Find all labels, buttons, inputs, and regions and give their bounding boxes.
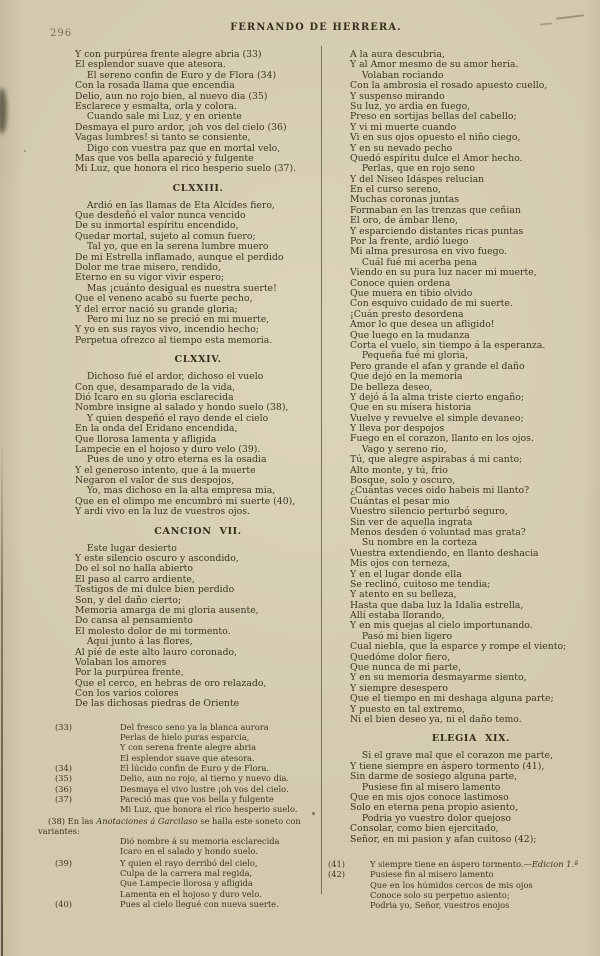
footnote: [55, 794, 321, 815]
italic-text: Edicion 1.ª: [531, 858, 579, 869]
footnote-number: (42): [328, 869, 346, 880]
poem-line: Desmaya el puro ardor, ¡oh vos del cielo (36): [75, 121, 287, 133]
poem-line: Sin ver de aquella ingrata: [350, 516, 473, 528]
poem-line: Vuestro silencio perturbó seguro,: [350, 506, 508, 518]
footnote-line: Del fresco seno ya la blanca aurora: [120, 721, 269, 732]
footnote-line: Podria yo, Señor, vuestros enojos: [370, 900, 510, 911]
column-divider-rule: [321, 46, 322, 894]
poem-line: De belleza deseo,: [350, 381, 433, 393]
footnote: [328, 859, 592, 869]
poem-line: Tú, que alegre aspirabas á mi canto;: [350, 454, 523, 466]
poem-line: Vi en sus ojos opuesto el niño ciego,: [350, 132, 521, 144]
footnote-text: [120, 899, 321, 909]
footnote-text: [120, 784, 321, 794]
poem-line: Señor, en mi pasion y afan cuitoso (42);: [350, 833, 537, 845]
poem-line: Pero grande el afan y grande el daño: [350, 360, 525, 372]
footnote-variant-lines: [120, 836, 321, 857]
footnote-number: (37): [55, 793, 73, 804]
footnote-line: Que en los húmidos cercos de mis ojos: [370, 879, 533, 890]
poem-line: Mas que vos bella apareció y fulgente: [75, 152, 254, 164]
poem-line: Tal yo, que en la serena lumbre muero: [75, 241, 269, 253]
footnote: [55, 722, 321, 763]
poem-line: Por la purpúrea frente,: [75, 667, 184, 679]
poem-line: Con esquivo cuidado de mi suerte.: [350, 298, 513, 310]
poem-line: Vuelve y revuelve el simple devaneo;: [350, 412, 524, 424]
poem-line: ¿Cuántas veces oido habeis mi llanto?: [350, 485, 530, 497]
poem-line: Vago y sereno rio,: [350, 443, 447, 455]
section-heading: CLXXIII.: [172, 182, 224, 194]
footnote-paragraph: [38, 815, 321, 857]
poem-line: Que en su mísera historia: [350, 402, 472, 414]
footnote-line: Que Lampecie llorosa y afligida: [120, 878, 253, 889]
poem-line: Fuego en el corazon, llanto en los ojos.: [350, 433, 534, 445]
poem-line: Cuando sale mi Luz, y en oriente: [75, 111, 242, 123]
poem-line: El sereno confin de Euro y de Flora (34): [75, 69, 277, 81]
footnote-line: Delio, aun no rojo, al tierno y nuevo dia.: [120, 773, 290, 784]
poem-line: Que desdeñó el valor nunca vencido: [75, 210, 246, 222]
italic-text: Anotaciones á Garcilaso: [96, 815, 198, 826]
poem-line: Mas ¡cuánto desigual es nuestra suerte!: [75, 282, 277, 294]
page-number: 296: [50, 28, 73, 39]
poem-line: Si el grave mal que el corazon me parte,: [350, 750, 553, 762]
footnote-line: Mi Luz, que honora el rico hesperio suelo.: [120, 804, 298, 815]
poem-line: Con los varios colores: [75, 688, 179, 700]
text-segment: En las: [67, 815, 97, 826]
poem-line: Vuestra extendiendo, en llanto deshacia: [350, 547, 539, 559]
poem-line: Yo, mas dichoso en la alta empresa mia,: [75, 485, 276, 497]
poem-line: Y este silencio oscuro y ascondido,: [75, 553, 239, 565]
poem-line: Pasó mi bien ligero: [350, 630, 453, 642]
footnote-line: Icaro en el salado y hondo suelo.: [120, 846, 258, 857]
poem-line: Perpetua ofrezco al tiempo esta memoria.: [75, 334, 273, 346]
footnote-number: (33): [55, 721, 73, 732]
poem-line: Viendo en su pura luz nacer mi muerte,: [350, 267, 537, 279]
poem-line: Son, y del daño cierto;: [75, 594, 182, 606]
footnote-line: Pues al cielo llegué con nueva suerte.: [120, 898, 279, 909]
poem-block: [350, 50, 592, 725]
poem-line: Lampecie en el hojoso y duro velo (39).: [75, 443, 261, 455]
poem-line: Solo en eterna pena propio asiento,: [350, 802, 519, 814]
poem-line: Quedóme dolor fiero,: [350, 651, 451, 663]
footnote-text: [120, 763, 321, 773]
footnote-line: Culpa de la carrera mal regida,: [120, 868, 253, 879]
poem-line: Y lleva por despojos: [350, 423, 445, 435]
poem-line: Con la ambrosia el rosado apuesto cuello,: [350, 80, 548, 92]
poem-line: Y quien despeñó el rayo dende el cielo: [75, 412, 269, 424]
poem-line: Al pié de este alto lauro coronado,: [75, 646, 238, 658]
poem-line: Delio, aun no rojo bien, al nuevo dia (35): [75, 90, 268, 102]
poem-line: Y el generoso intento, que á la muerte: [75, 464, 256, 476]
poem-line: Y suspenso mirando: [350, 90, 445, 102]
footnote: [328, 869, 592, 910]
poem-line: Ardió en las llamas de Eta Alcídes fiero,: [75, 199, 275, 211]
poem-line: Do el sol no halla abierto: [75, 563, 193, 575]
footnote-text: [120, 722, 321, 763]
column-right: [328, 49, 592, 911]
poem-line: Mis ojos con terneza,: [350, 558, 451, 570]
poem-line: En el curso sereno,: [350, 184, 441, 196]
poem-line: Vagas lumbres! si tanto se consiente,: [75, 132, 251, 144]
poem-line: Dichoso fué el ardor, dichoso el vuelo: [75, 371, 264, 383]
poem-block: [350, 751, 592, 845]
poem-line: Amor lo que desea un afligido!: [350, 319, 495, 331]
poem-line: Y en el lugar donde ella: [350, 568, 462, 580]
text-segment: (38): [48, 815, 68, 826]
poem-line: Muchas coronas juntas: [350, 194, 459, 206]
poem-line: Bosque, solo y oscuro,: [350, 475, 456, 487]
poem-line: Este lugar desierto: [75, 542, 177, 554]
poem-line: El oro, de ámbar lleno,: [350, 215, 458, 227]
scan-speck: [24, 150, 26, 152]
footnote-intro: [38, 816, 320, 837]
poem-line: Y del error nació su grande gloria;: [75, 303, 238, 315]
poem-line: Que luego en la mudanza: [350, 329, 470, 341]
poem-line: Esclarece y esmalta, orla y colora.: [75, 100, 237, 112]
poem-line: ¡Cuán presto desordena: [350, 308, 464, 320]
poem-line: Hasta que daba luz la Idalia estrella,: [350, 599, 524, 611]
poem-line: Memoria amarga de mi gloria ausente,: [75, 604, 259, 616]
poem-line: Y al Amor mesmo de su amor heria.: [350, 59, 519, 71]
footnotes-block: [55, 858, 321, 909]
poem-line: Y ardi vivo en la luz de vuestros ojos.: [75, 506, 250, 518]
footnote-line: Y con serena frente alegre abria: [120, 742, 257, 753]
poem-line: Y con purpúrea frente alegre abria (33): [75, 49, 262, 60]
footnote-number: (35): [55, 773, 73, 784]
poem-line: Y siempre desespero: [350, 682, 448, 694]
footnote-line: Pusiese fin al misero lamento: [370, 869, 494, 880]
poem-line: Que muera en tibio olvido: [350, 287, 473, 299]
poem-line: Y vi mi muerte cuando: [350, 121, 457, 133]
footnote-number: (34): [55, 763, 73, 774]
footnote-line: El esplendor suave que atesora.: [120, 752, 255, 763]
poem-line: Con que, desamparado de la vida,: [75, 381, 236, 393]
footnotes-block: [328, 859, 592, 910]
poem-line: Y atento en su belleza,: [350, 589, 457, 601]
poem-line: Pues de uno y otro eterna es la osadia: [75, 454, 267, 466]
poem-line: El paso al carro ardiente,: [75, 573, 195, 585]
scan-smudge: [0, 88, 7, 134]
footnote-number: (40): [55, 898, 73, 909]
poem-line: Negaron el valor de sus despojos,: [75, 475, 235, 487]
poem-line: De mi Estrella inflamado, aunque el perdido: [75, 251, 284, 263]
poem-block: [75, 372, 321, 517]
scan-speck: [312, 812, 315, 815]
poem-line: Conoce quien ordena: [350, 277, 451, 289]
poem-line: Ni el bien deseo ya, ni el daño temo.: [350, 714, 522, 725]
poem-line: De su inmortal espíritu encendido,: [75, 220, 239, 232]
poem-line: Mi Luz, que honora el rico hesperio suelo (37).: [75, 163, 297, 175]
footnote-number: (36): [55, 783, 73, 794]
poem-line: Cual niebla, que la esparce y rompe el viento;: [350, 641, 567, 653]
text-segment: se halla este soneto con variantes:: [38, 815, 301, 836]
poem-line: Pequeña fué mi gloria,: [350, 350, 469, 362]
footnote: [55, 858, 321, 899]
scan-edge-shadow: [1, 440, 3, 956]
poem-line: Se reclinó, cuitoso me tendia;: [350, 578, 491, 590]
footnote: [55, 784, 321, 794]
footnote-line: Desmaya el vivo lustre ¡oh vos del cielo.: [120, 783, 289, 794]
poem-line: Que llorosa lamenta y afligida: [75, 433, 217, 445]
poem-line: Que en mis ojos conoce lastimoso: [350, 791, 509, 803]
poem-line: Testigos de mi dulce bien perdido: [75, 584, 235, 596]
footnote-line: El lúcido confin de Euro y de Flora.: [120, 763, 270, 774]
poem-line: Que nunca de mi parte,: [350, 662, 462, 674]
poem-line: El esplendor suave que atesora.: [75, 59, 226, 71]
poem-line: Allí estaba llorando,: [350, 610, 445, 622]
footnote-line: Conoce solo su perpetuo asiento;: [370, 889, 510, 900]
section-heading: ELEGIA XIX.: [431, 733, 511, 745]
footnote: [55, 899, 321, 909]
poem-line: Quedó espíritu dulce el Amor hecho.: [350, 152, 523, 164]
section-heading: CLXXIV.: [174, 354, 222, 366]
footnote: [55, 763, 321, 773]
poem-line: Y yo en sus rayos vivo, incendio hecho;: [75, 324, 259, 336]
poem-line: Do cansa al pensamiento: [75, 615, 193, 627]
poem-line: Podria yo vuestro dolor quejoso: [350, 812, 512, 824]
poem-line: Que el veneno acabó su fuerte pecho,: [75, 293, 253, 305]
poem-line: Pusiese fin al misero lamento: [350, 781, 501, 793]
footnote-line: Pareció mas que vos bella y fulgente: [120, 793, 274, 804]
poem-line: Dió Icaro en su gloria esclarecida: [75, 391, 234, 403]
poem-line: Quedar mortal, sujeto al comun fuero;: [75, 230, 256, 242]
footnote-text: [120, 858, 321, 899]
poem-line: Y esparciendo distantes ricas puntas: [350, 225, 524, 237]
footnote: [55, 773, 321, 783]
poem-line: Volaban rociando: [350, 69, 444, 81]
poem-line: Alto monte, y tú, frio: [350, 464, 448, 476]
poem-line: Digo con vuestra paz que en mortal velo,: [75, 142, 281, 154]
poem-line: En la onda del Eridano encendida,: [75, 423, 238, 435]
footnote-line: Lamenta en el hojoso y duro velo.: [120, 888, 262, 899]
poem-line: Aqui junto á las flores,: [75, 636, 193, 648]
poem-line: Corta el vuelo, sin tiempo á la esperanza.: [350, 339, 546, 351]
poem-line: De las dichosas piedras de Oriente: [75, 698, 240, 710]
poem-line: Y puesto en tal extremo,: [350, 703, 466, 715]
poem-line: Eterno en su vigor vivir espero;: [75, 272, 225, 284]
running-header-title: FERNANDO DE HERRERA.: [230, 22, 402, 33]
poem-line: Que el cerco, en hebras de oro relazado,: [75, 677, 267, 689]
poem-line: Cuál fué mi acerba pena: [350, 256, 478, 268]
footnote-line: Perlas de hielo puras esparcia,: [120, 732, 250, 743]
poem-line: Nombre insigne al salado y hondo suelo (38),: [75, 402, 289, 414]
footnote-number: (41): [328, 858, 346, 869]
poem-line: Sin darme de sosiego alguna parte,: [350, 771, 518, 783]
poem-line: Y dejó á la alma triste cierto engaño;: [350, 391, 525, 403]
poem-line: Cuántas el pesar mio: [350, 495, 450, 507]
poem-line: Y en su memoria desmayarme siento,: [350, 672, 527, 684]
section-heading: CANCION VII.: [154, 525, 242, 537]
poem-block: [75, 544, 321, 710]
poem-line: Y en su nevado pecho: [350, 142, 453, 154]
poem-line: Preso en sortijas bellas del cabello;: [350, 111, 517, 123]
poem-line: Que en el olimpo me encumbró mi suerte (40),: [75, 495, 296, 507]
footnote-text: [370, 869, 592, 910]
poem-line: Y del Niseo Idáspes relucian: [350, 173, 485, 185]
footnote-line: Y quien el rayo derribó del cielo,: [120, 857, 258, 868]
poem-line: Volaban los amores: [75, 656, 167, 668]
poem-line: Perlas, que en rojo seno: [350, 163, 475, 175]
poem-block: [75, 50, 321, 175]
footnote-line: [370, 859, 592, 869]
poem-block: [75, 201, 321, 346]
poem-line: Menos desden ó voluntad mas grata?: [350, 526, 526, 538]
poem-line: Y en mis quejas al cielo importunando.: [350, 620, 533, 632]
poem-line: Con la rosada llama que encendia: [75, 80, 235, 92]
poem-line: Dolor me trae misero, rendido,: [75, 262, 221, 274]
poem-line: Consolar, como bien ejercitado,: [350, 823, 499, 835]
footnote-line: Dió nombre á su memoria esclarecida: [120, 836, 280, 847]
poem-line: Formaban en las trenzas que ceñian: [350, 204, 521, 216]
poem-line: El molesto dolor de mi tormento.: [75, 625, 231, 637]
poem-line: Que el tiempo en mi deshaga alguna parte;: [350, 693, 554, 705]
footnote-text: [370, 859, 592, 869]
text-segment: Y siempre tiene en áspero tormento.—: [370, 858, 532, 869]
poem-line: Que dejó en la memoria: [350, 371, 463, 383]
footnote-number: (39): [55, 857, 73, 868]
footnote-text: [120, 773, 321, 783]
poem-line: A la aura descubria,: [350, 49, 445, 60]
footnotes-block: [55, 722, 321, 815]
poem-line: Por la frente, ardió luego: [350, 236, 469, 248]
poem-line: Su nombre en la corteza: [350, 537, 478, 549]
scan-mark: [556, 14, 584, 19]
poem-line: Mi alma presurosa en vivo fuego.: [350, 246, 507, 258]
poem-line: Su luz, yo ardia en fuego,: [350, 100, 471, 112]
poem-line: Pero mi luz no se preció en mi muerte,: [75, 313, 270, 325]
footnote-text: [120, 794, 321, 815]
column-left: [38, 49, 321, 909]
poem-line: Y tiene siempre en áspero tormento (41),: [350, 760, 545, 772]
